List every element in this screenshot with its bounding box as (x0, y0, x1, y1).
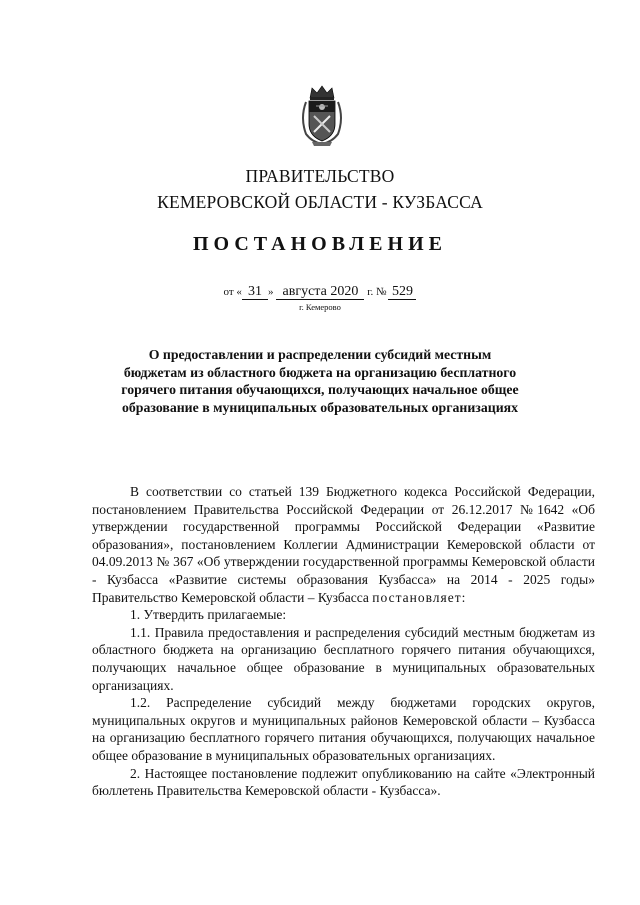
decree-verb: постановляет: (372, 589, 467, 605)
paragraph-item-2: 2. Настоящее постановление подлежит опубликованию на сайте «Электронный бюллетень Правительства Кемеровской области - Кузбасса». (92, 765, 595, 799)
paragraph-preamble (92, 483, 595, 606)
kemerovo-coat-of-arms-icon (300, 84, 344, 148)
number-sign: № (375, 286, 387, 298)
document-body (92, 483, 595, 800)
document-title: О предоставлении и распределении субсидий местным бюджетам из областного бюджета на организацию бесплатного горячего питания обучающихся, получающих начальное общее образование в муниципальных образовательных организациях (121, 347, 519, 415)
paragraph-item-1-1: 1.1. Правила предоставления и распределения субсидий местным бюджетам из областного бюджета на организацию бесплатного горячего питания обучающихся, получающих начальное общее образование в муниципальных образовательных организациях. (92, 624, 595, 693)
date-month-year: августа 2020 (276, 284, 364, 300)
preamble-text: В соответствии со статьей 139 Бюджетного кодекса Российской Федерации, постановлением Правительства Российской Федерации от 26.12.2017 №1642 «Об утверждении государственной программы Российской Федерации «Развитие образования», постановлением Коллегии Администрации Кемеровской области от 04.09.2013 № 367 «Об утверждении государственной программы Кемеровской области - Кузбасса «Развитие системы образования Кузбасса» на 2014 - 2025 годы» Правительство Кемеровской области – Кузбасса (92, 484, 595, 605)
date-day: 31 (242, 284, 268, 300)
paragraph-item-1: 1. Утвердить прилагаемые: (130, 607, 287, 623)
city-name: г. Кемерово (299, 302, 341, 312)
document-number: 529 (388, 284, 416, 300)
government-name-line2: КЕМЕРОВСКОЙ ОБЛАСТИ - КУЗБАССА (157, 192, 483, 212)
date-prefix: от « (223, 286, 242, 298)
paragraph-item-1-2: 1.2. Распределение субсидий между бюджетами городских округов, муниципальных округов и муниципальных районов Кемеровской области – Кузбасса на организацию бесплатного горячего питания обучающихся, получающих начальное общее образование в муниципальных образовательных организациях. (92, 695, 595, 763)
date-number-line (0, 284, 640, 300)
government-name-line1: ПРАВИТЕЛЬСТВО (245, 166, 395, 186)
document-type-heading: ПОСТАНОВЛЕНИЕ (193, 233, 447, 255)
date-quote-close: » (267, 286, 274, 298)
year-suffix: г. (367, 286, 374, 298)
